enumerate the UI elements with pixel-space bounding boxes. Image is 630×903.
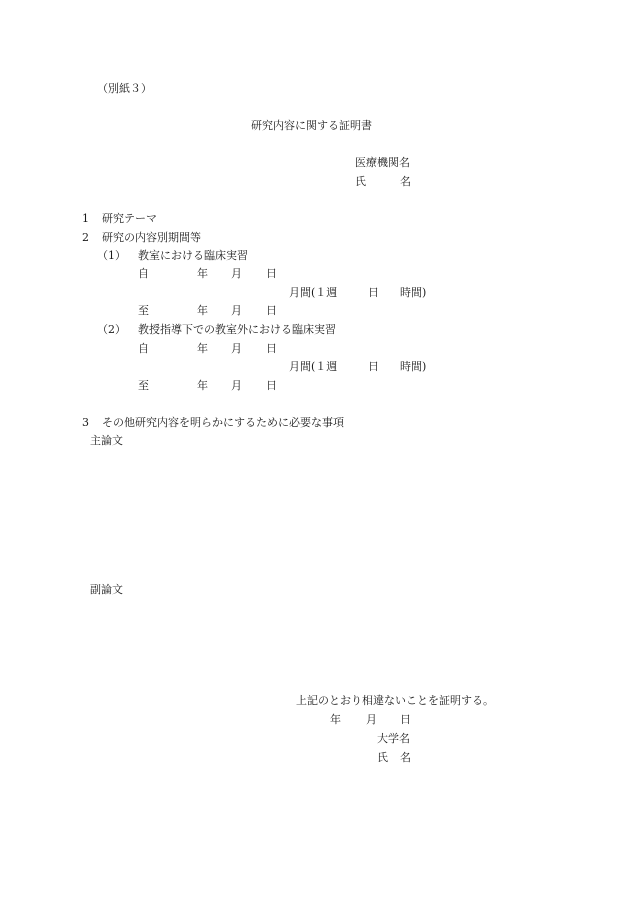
year-label: 年 [197,379,208,392]
section-1-label: 研究テーマ [102,212,157,225]
month-label: 月 [231,267,242,280]
hours-label: 時間) [400,286,427,299]
document-title: 研究内容に関する証明書 [251,119,372,132]
month-label: 月 [231,304,242,317]
month-label: 月 [231,379,242,392]
day-label: 日 [266,304,277,317]
subsection-1-label: 教室における臨床実習 [138,249,248,262]
cert-year-label: 年 [330,713,341,726]
subsection-1-number: （1） [97,249,126,262]
days-per-week-label: 日 [368,286,379,299]
to-label: 至 [138,304,149,317]
sub-thesis-label: 副論文 [90,583,123,596]
institution-label: 医療機関名 [355,156,410,169]
section-2-number: 2 [82,231,89,244]
hours-label: 時間) [400,360,427,373]
section-2-label: 研究の内容別期間等 [102,231,201,244]
from-label: 自 [138,267,149,280]
day-label: 日 [266,267,277,280]
day-label: 日 [266,379,277,392]
subsection-2-label: 教授指導下での教室外における臨床実習 [138,323,336,336]
months-duration-label: 月間(１週 [289,286,338,299]
university-label: 大学名 [377,732,410,745]
cert-month-label: 月 [366,713,377,726]
cert-name-label-part2: 名 [400,751,411,764]
subsection-2-number: （2） [97,323,126,336]
year-label: 年 [197,304,208,317]
from-label: 自 [138,342,149,355]
cert-name-label-part1: 氏 [377,751,388,764]
cert-day-label: 日 [400,713,411,726]
section-1-number: 1 [82,212,89,225]
day-label: 日 [266,342,277,355]
days-per-week-label: 日 [368,360,379,373]
months-duration-label: 月間(１週 [289,360,338,373]
attachment-label: （別紙３） [97,82,152,95]
certification-statement: 上記のとおり相違ないことを証明する。 [296,694,494,707]
to-label: 至 [138,379,149,392]
name-label-part1: 氏 [355,175,366,188]
section-3-number: 3 [82,416,89,429]
main-thesis-label: 主論文 [90,434,123,447]
month-label: 月 [231,342,242,355]
year-label: 年 [197,267,208,280]
section-3-label: その他研究内容を明らかにするために必要な事項 [102,416,344,429]
name-label-part2: 名 [400,175,411,188]
year-label: 年 [197,342,208,355]
